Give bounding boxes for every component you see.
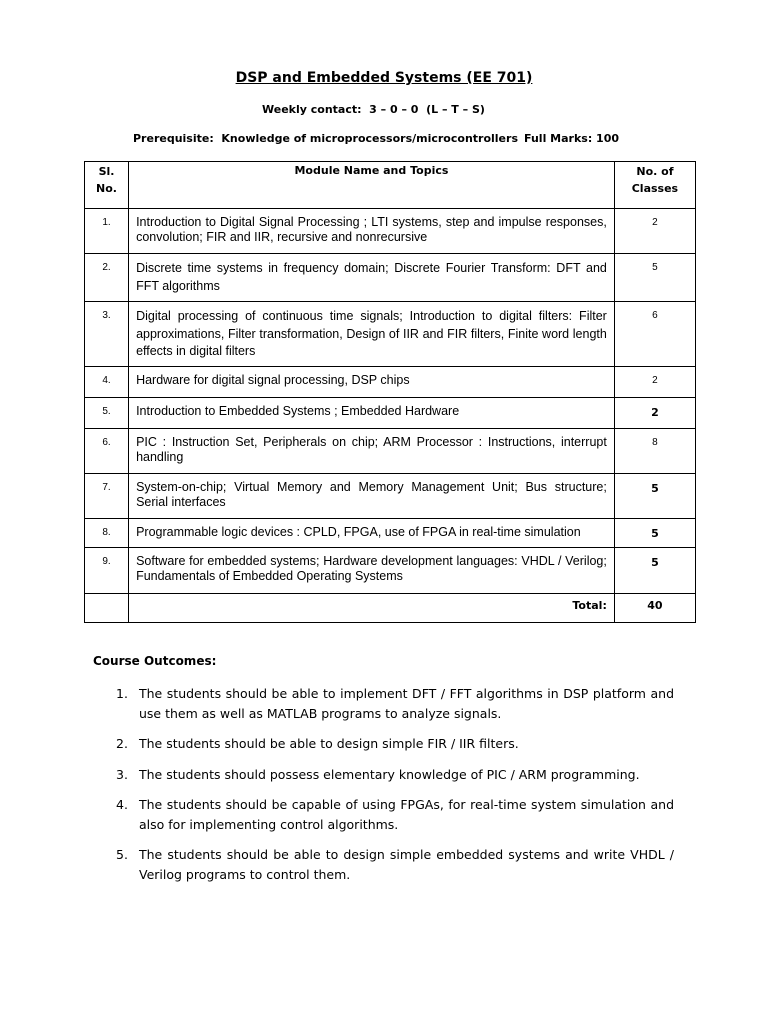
list-item-text: The students should be able to design simple FIR / IIR filters. (139, 736, 519, 751)
row-classes: 8 (614, 429, 695, 474)
row-sl: 6. (85, 429, 129, 474)
row-topic: Software for embedded systems; Hardware development languages: VHDL / Verilog; Fundamentals of Embedded Operating Systems (129, 548, 615, 594)
row-sl: 4. (85, 367, 129, 398)
row-classes: 5 (614, 474, 695, 519)
row-classes: 5 (614, 548, 695, 594)
row-topic: PIC : Instruction Set, Peripherals on chip; ARM Processor : Instructions, interrupt handling (129, 429, 615, 474)
full-marks: Full Marks: 100 (524, 132, 620, 145)
total-row (85, 594, 696, 623)
row-sl: 1. (85, 209, 129, 254)
table-row (85, 519, 696, 548)
row-topic: Introduction to Embedded Systems ; Embedded Hardware (129, 398, 615, 429)
table-row (85, 209, 696, 254)
list-item-number: 5. (116, 847, 128, 862)
list-item-number: 3. (116, 766, 128, 782)
row-topic: Programmable logic devices : CPLD, FPGA, use of FPGA in real-time simulation (129, 519, 615, 548)
table-row (85, 367, 696, 398)
row-classes: 2 (614, 209, 695, 254)
course-outcomes-heading: Course Outcomes: (93, 654, 217, 668)
document-title: DSP and Embedded Systems (EE 701) (235, 70, 533, 86)
total-empty-cell (85, 594, 129, 623)
row-sl: 3. (85, 302, 129, 367)
table-header-row (85, 162, 696, 209)
header-sl-no: Sl. No. (85, 162, 129, 209)
list-item-text: The students should be able to implement DFT / FFT algorithms in DSP platform and use them as well as MATLAB programs to analyze signals. (139, 686, 674, 721)
row-sl: 8. (85, 519, 129, 548)
table-row (85, 302, 696, 367)
weekly-contact: Weekly contact: 3 – 0 – 0 (L – T – S) (262, 103, 485, 116)
total-value: 40 (614, 594, 695, 623)
row-topic: Introduction to Digital Signal Processing ; LTI systems, step and impulse responses, convolution; FIR and IIR, recursive and nonrecursive (129, 209, 615, 254)
list-item (98, 845, 674, 884)
row-classes: 6 (614, 302, 695, 367)
list-item-number: 1. (116, 686, 128, 701)
header-module-topics: Module Name and Topics (129, 162, 615, 209)
total-label: Total: (129, 594, 615, 623)
list-item-number: 4. (116, 797, 128, 812)
table-row (85, 398, 696, 429)
prerequisite: Prerequisite: Knowledge of microprocessors/microcontrollers (133, 132, 518, 145)
syllabus-table (84, 161, 696, 623)
table-row (85, 429, 696, 474)
list-item (98, 795, 674, 834)
list-item (98, 684, 674, 723)
row-topic: Hardware for digital signal processing, DSP chips (129, 367, 615, 398)
row-sl: 7. (85, 474, 129, 519)
table-row (85, 548, 696, 594)
row-classes: 5 (614, 519, 695, 548)
list-item (98, 734, 674, 754)
table-row (85, 254, 696, 302)
row-classes: 2 (614, 398, 695, 429)
header-no-of-classes: No. of Classes (614, 162, 695, 209)
row-sl: 5. (85, 398, 129, 429)
row-sl: 2. (85, 254, 129, 302)
list-item-text: The students should be capable of using FPGAs, for real-time system simulation and also for implementing control algorithms. (139, 797, 674, 832)
list-item-text: The students should possess elementary knowledge of PIC / ARM programming. (139, 766, 640, 782)
row-classes: 5 (614, 254, 695, 302)
list-item (98, 765, 674, 785)
row-topic: System-on-chip; Virtual Memory and Memory Management Unit; Bus structure; Serial interfaces (129, 474, 615, 519)
row-classes: 2 (614, 367, 695, 398)
row-sl: 9. (85, 548, 129, 594)
table-row (85, 474, 696, 519)
course-outcomes-list (98, 684, 674, 895)
list-item-number: 2. (116, 736, 128, 751)
list-item-text: The students should be able to design simple embedded systems and write VHDL / Verilog programs to control them. (139, 847, 674, 882)
row-topic: Digital processing of continuous time signals; Introduction to digital filters: Filter approximations, Filter transformation, Design of IIR and FIR filters, Finite word length effects in digital filters (129, 302, 615, 367)
row-topic: Discrete time systems in frequency domain; Discrete Fourier Transform: DFT and FFT algorithms (129, 254, 615, 302)
